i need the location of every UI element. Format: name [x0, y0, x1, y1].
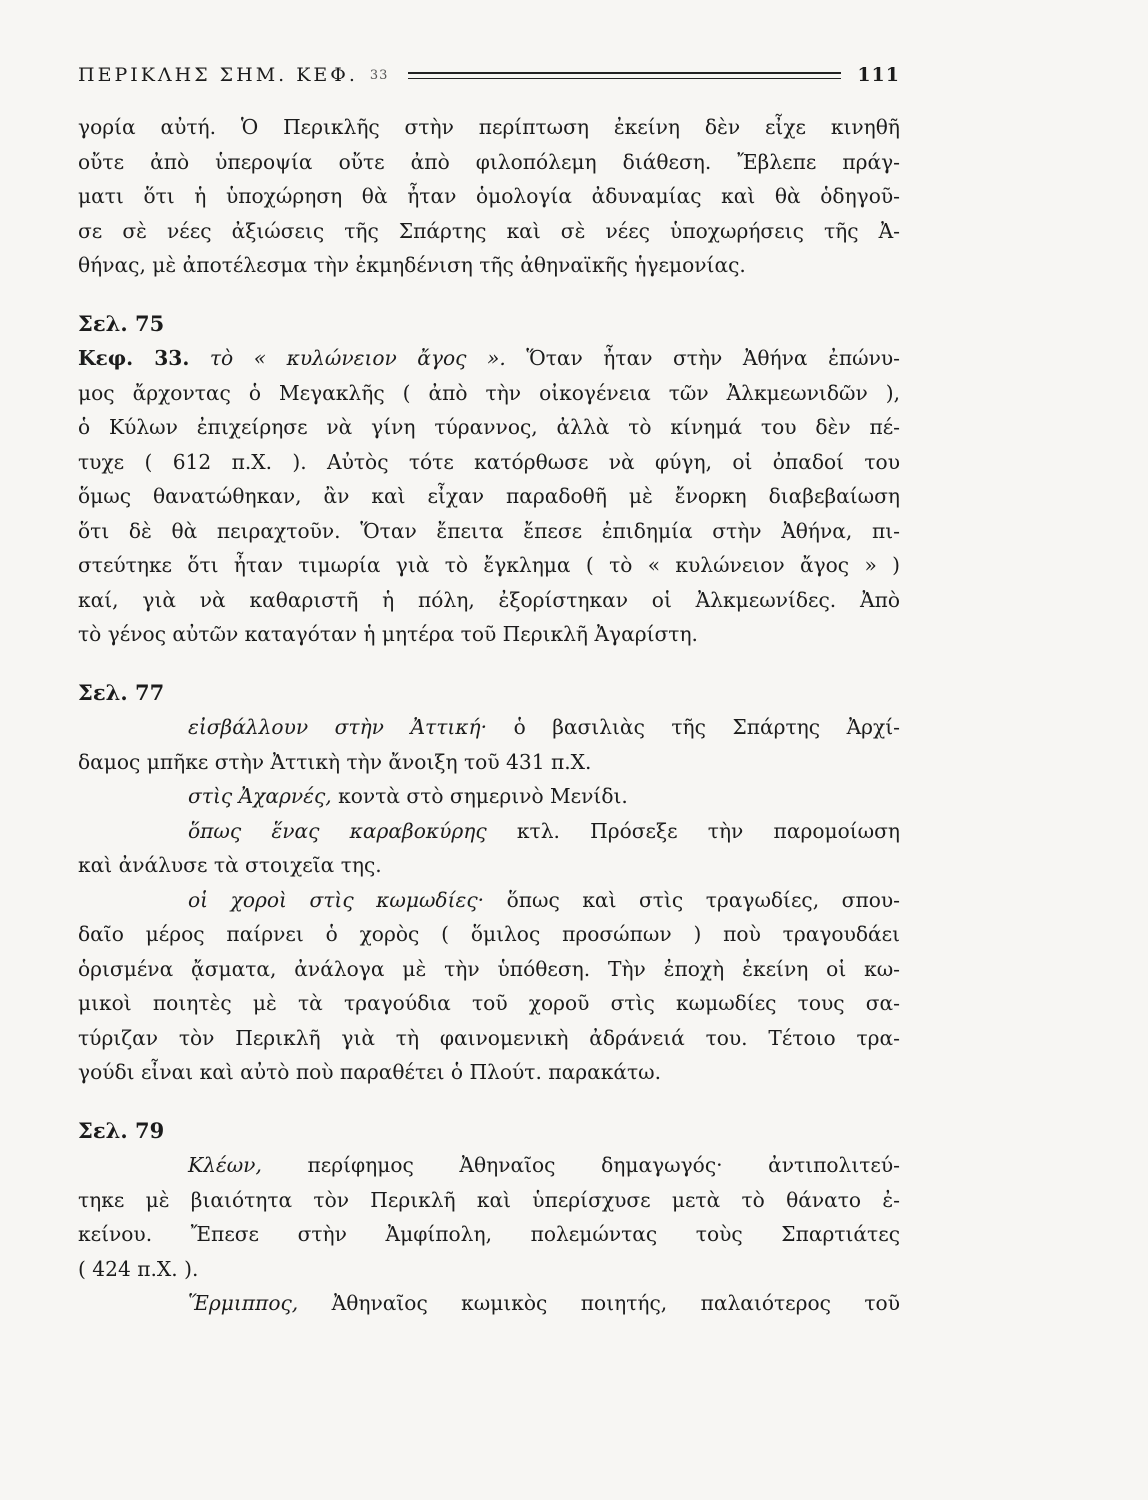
header-rule: [408, 72, 841, 79]
body-line: οὔτε ἀπὸ ὑπεροψία οὔτε ἀπὸ φιλοπόλεμη διάθεση. Ἔβλεπε πράγ-: [78, 149, 900, 174]
lemma-term: Ἕρμιππος,: [188, 1291, 299, 1315]
body-line: στεύτηκε ὅτι ἦταν τιμωρία γιὰ τὸ ἔγκλημα ( τὸ « κυλώνειον ἄγος » ): [78, 553, 900, 577]
body-line: δαμος μπῆκε στὴν Ἀττικὴ τὴν ἄνοιξη τοῦ 431 π.Χ.: [78, 749, 592, 774]
section-heading-sel-75: Σελ. 75: [78, 310, 165, 336]
body-line: καὶ ἀνάλυσε τὰ στοιχεῖα της.: [78, 853, 382, 877]
chapter-label: Κεφ. 33.: [78, 346, 190, 370]
body-line: θήνας, μὲ ἀποτέλεσμα τὴν ἐκμηδένιση τῆς ἀθηναϊκῆς ἡγεμονίας.: [78, 253, 746, 277]
running-header: [78, 60, 900, 90]
lemma-term: εἰσβάλλουν στὴν Ἀττική·: [188, 715, 488, 739]
body-line: τὸ γένος αὐτῶν καταγόταν ἡ μητέρα τοῦ Περικλῆ Ἀγαρίστη.: [78, 622, 698, 646]
line-text: ὅπως καὶ στὶς τραγωδίες, σπου-: [506, 887, 900, 912]
body-line: τύριζαν τὸν Περικλῆ γιὰ τὴ φαινομενικὴ ἀδράνειά του. Τέτοιο τρα-: [78, 1025, 900, 1050]
lemma-term: οἱ χοροὶ στὶς κωμωδίες·: [188, 887, 485, 912]
body-line: σε σὲ νέες ἀξιώσεις τῆς Σπάρτης καὶ σὲ νέες ὑποχωρήσεις τῆς Ἀ-: [78, 218, 900, 243]
line-text: Ὅταν ἦταν στὴν Ἀθήνα ἐπώνυ-: [526, 346, 900, 370]
body-line: [78, 341, 900, 376]
body-line: μος ἄρχοντας ὁ Μεγακλῆς ( ἀπὸ τὴν οἰκογένεια τῶν Ἀλκμεωνιδῶν ),: [78, 380, 900, 405]
chapter-number: 33: [369, 67, 389, 83]
body-line: μικοὶ ποιητὲς μὲ τὰ τραγούδια τοῦ χοροῦ στὶς κωμωδίες τους σα-: [78, 991, 900, 1015]
lemma-term: Κλέων,: [188, 1153, 262, 1177]
body-line: ὁ Κύλων ἐπιχείρησε νὰ γίνη τύραννος, ἀλλὰ τὸ κίνημά του δὲν πέ-: [78, 415, 900, 439]
body-line: γορία αὐτή. Ὁ Περικλῆς στὴν περίπτωση ἐκείνη δὲν εἶχε κινηθῆ: [78, 115, 900, 139]
page-number: 111: [857, 64, 900, 86]
line-text: περίφημος Ἀθηναῖος δημαγωγός· ἀντιπολιτεύ-: [307, 1153, 900, 1177]
running-title: ΠΕΡΙΚΛΗΣ ΣΗΜ. ΚΕΦ.: [78, 64, 358, 86]
body-line: ματι ὅτι ἡ ὑποχώρηση θὰ ἦταν ὁμολογία ἀδυναμίας καὶ θὰ ὁδηγοῦ-: [78, 184, 900, 208]
section-heading-sel-77: Σελ. 77: [78, 679, 165, 705]
page-body: [78, 110, 900, 1321]
line-text: Ἀθηναῖος κωμικὸς ποιητής, παλαιότερος τοῦ: [331, 1291, 900, 1315]
body-line: καί, γιὰ νὰ καθαριστῆ ἡ πόλη, ἐξορίστηκαν οἱ Ἀλκμεωνίδες. Ἀπὸ: [78, 587, 900, 612]
body-line: γούδι εἶναι καὶ αὐτὸ ποὺ παραθέτει ὁ Πλούτ. παρακάτω.: [78, 1060, 661, 1084]
line-text: κτλ. Πρόσεξε τὴν παρομοίωση: [516, 818, 901, 843]
body-line: δαῖο μέρος παίρνει ὁ χορὸς ( ὅμιλος προσώπων ) ποὺ τραγουδάει: [78, 922, 900, 946]
body-line: ὅτι δὲ θὰ πειραχτοῦν. Ὅταν ἔπειτα ἔπεσε ἐπιδημία στὴν Ἀθήνα, πι-: [78, 518, 900, 543]
lemma-term: ὅπως ἕνας καραβοκύρης: [188, 818, 487, 843]
line-text: ὁ βασιλιὰς τῆς Σπάρτης Ἀρχί-: [513, 715, 900, 739]
body-line: [78, 779, 900, 814]
body-line: [78, 710, 900, 745]
body-line: ὁρισμένα ᾄσματα, ἀνάλογα μὲ τὴν ὑπόθεση. Τὴν ἐποχὴ ἐκείνη οἱ κω-: [78, 956, 900, 981]
body-line: [78, 1148, 900, 1183]
body-line: τυχε ( 612 π.Χ. ). Αὐτὸς τότε κατόρθωσε νὰ φύγη, οἱ ὀπαδοί του: [78, 449, 900, 474]
body-line: [78, 883, 900, 918]
body-line: ὅμως θανατώθηκαν, ἂν καὶ εἶχαν παραδοθῆ μὲ ἔνορκη διαβεβαίωση: [78, 484, 900, 508]
lemma-term: στὶς Ἀχαρνές,: [188, 784, 332, 808]
body-line: τηκε μὲ βιαιότητα τὸν Περικλῆ καὶ ὑπερίσχυσε μετὰ τὸ θάνατο ἐ-: [78, 1187, 900, 1212]
body-line: [78, 1286, 900, 1321]
section-heading-sel-79: Σελ. 79: [78, 1117, 165, 1143]
body-line: [78, 814, 900, 849]
body-line: κείνου. Ἔπεσε στὴν Ἀμφίπολη, πολεμώντας τοὺς Σπαρτιάτες: [78, 1222, 900, 1246]
lemma-term: τὸ « κυλώνειον ἄγος ».: [209, 346, 506, 370]
page: [78, 60, 900, 1321]
body-line: ( 424 π.Χ. ).: [78, 1256, 199, 1281]
line-text: κοντὰ στὸ σημερινὸ Μενίδι.: [338, 784, 628, 808]
